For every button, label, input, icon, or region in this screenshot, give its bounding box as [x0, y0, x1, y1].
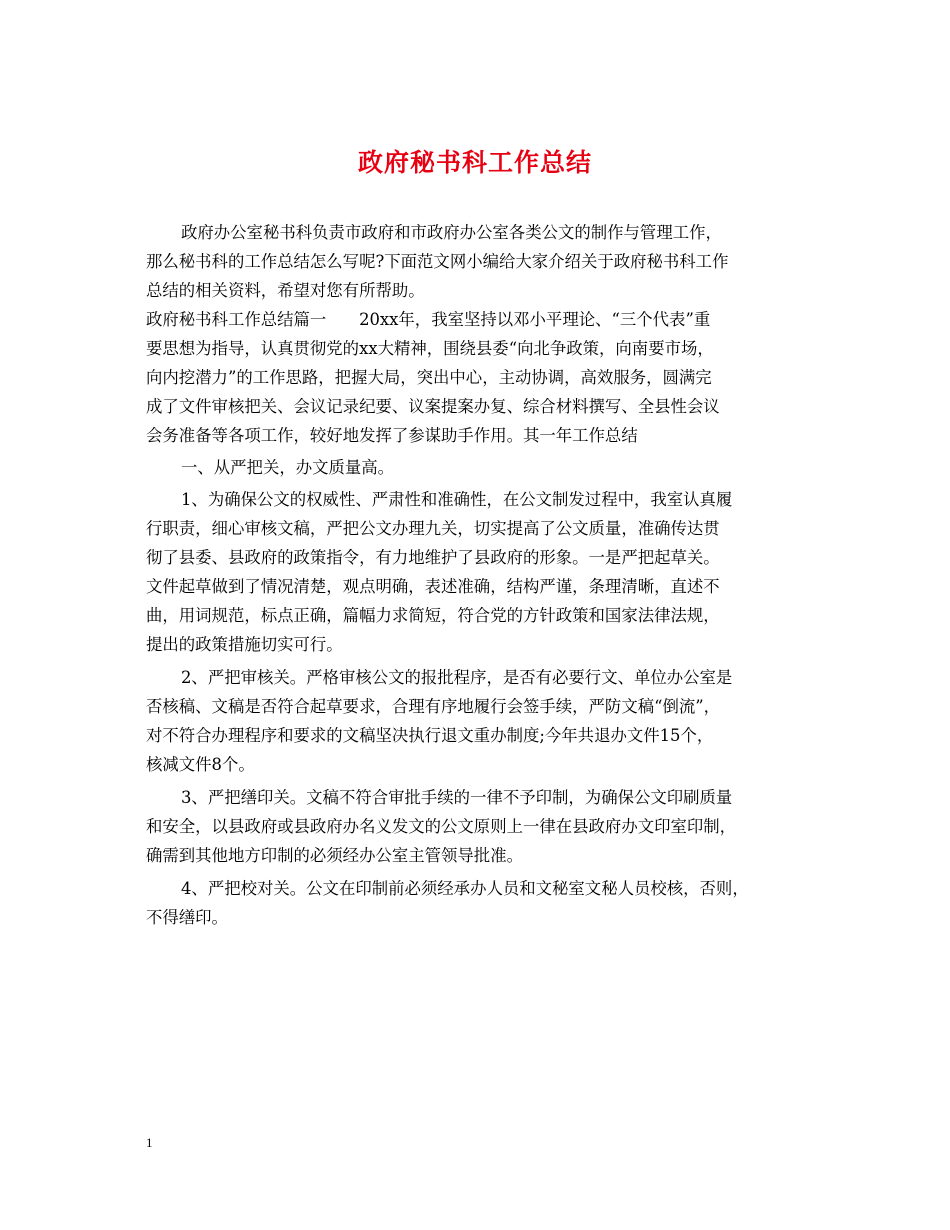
paragraph-line: 确需到其他地方印制的必须经办公室主管领导批准。	[146, 846, 523, 865]
paragraph-line: 行职责，细心审核文稿，严把公文办理九关，切实提高了公文质量，准确传达贯	[146, 519, 720, 538]
paragraph-line: 对不符合办理程序和要求的文稿坚决执行退文重办制度;今年共退办文件15个，	[146, 726, 714, 745]
paragraph-line: 政府办公室秘书科负责市政府和市政府办公室各类公文的制作与管理工作，	[181, 223, 722, 242]
paragraph-line: 会务准备等各项工作，较好地发挥了参谋助手作用。其一年工作总结	[146, 426, 638, 445]
paragraph-line: 和安全，以县政府或县政府办名义发文的公文原则上一律在县政府办文印室印制，	[146, 817, 737, 836]
paragraph-line: 不得缮印。	[146, 908, 228, 927]
paragraph-line: 那么秘书科的工作总结怎么写呢?下面范文网小编给大家介绍关于政府秘书科工作	[146, 252, 729, 271]
paragraph-line: 1、为确保公文的权威性、严肃性和准确性，在公文制发过程中，我室认真履	[181, 490, 733, 509]
paragraph-line: 彻了县委、县政府的政策指令，有力地维护了县政府的形象。一是严把起草关。	[146, 548, 720, 567]
paragraph-line: 政府秘书科工作总结篇一 20xx年，我室坚持以邓小平理论、“三个代表”重	[146, 310, 711, 329]
page-number: 1	[146, 1135, 153, 1150]
paragraph-line: 否核稿、文稿是否符合起草要求，合理有序地履行会签手续，严防文稿“倒流”，	[146, 697, 721, 716]
paragraph-line: 要思想为指导，认真贯彻党的xx大精神，围绕县委“向北争政策，向南要市场，	[146, 339, 714, 358]
paragraph-line: 2、严把审核关。严格审核公文的报批程序，是否有必要行文、单位办公室是	[181, 668, 733, 687]
paragraph-line: 曲，用词规范，标点正确，篇幅力求简短，符合党的方针政策和国家法律法规，	[146, 606, 720, 625]
paragraph-line: 成了文件审核把关、会议记录纪要、议案提案办复、综合材料撰写、全县性会议	[146, 397, 720, 416]
paragraph-line: 总结的相关资料，希望对您有所帮助。	[146, 281, 425, 300]
paragraph-line: 文件起草做到了情况清楚，观点明确，表述准确，结构严谨，条理清晰，直述不	[146, 577, 720, 596]
paragraph-line: 4、严把校对关。公文在印制前必须经承办人员和文秘室文秘人员校核，否则，	[181, 879, 749, 898]
paragraph-line: 向内挖潜力”的工作思路，把握大局，突出中心，主动协调，高效服务，圆满完	[146, 368, 712, 387]
paragraph-line: 核减文件8个。	[146, 755, 255, 774]
document-title: 政府秘书科工作总结	[357, 148, 592, 177]
paragraph-line: 3、严把缮印关。文稿不符合审批手续的一律不予印制，为确保公文印刷质量	[181, 788, 733, 807]
document-body	[146, 218, 818, 932]
section-heading: 一、从严把关，办文质量高。	[181, 458, 395, 477]
paragraph-line: 提出的政策措施切实可行。	[146, 635, 343, 654]
